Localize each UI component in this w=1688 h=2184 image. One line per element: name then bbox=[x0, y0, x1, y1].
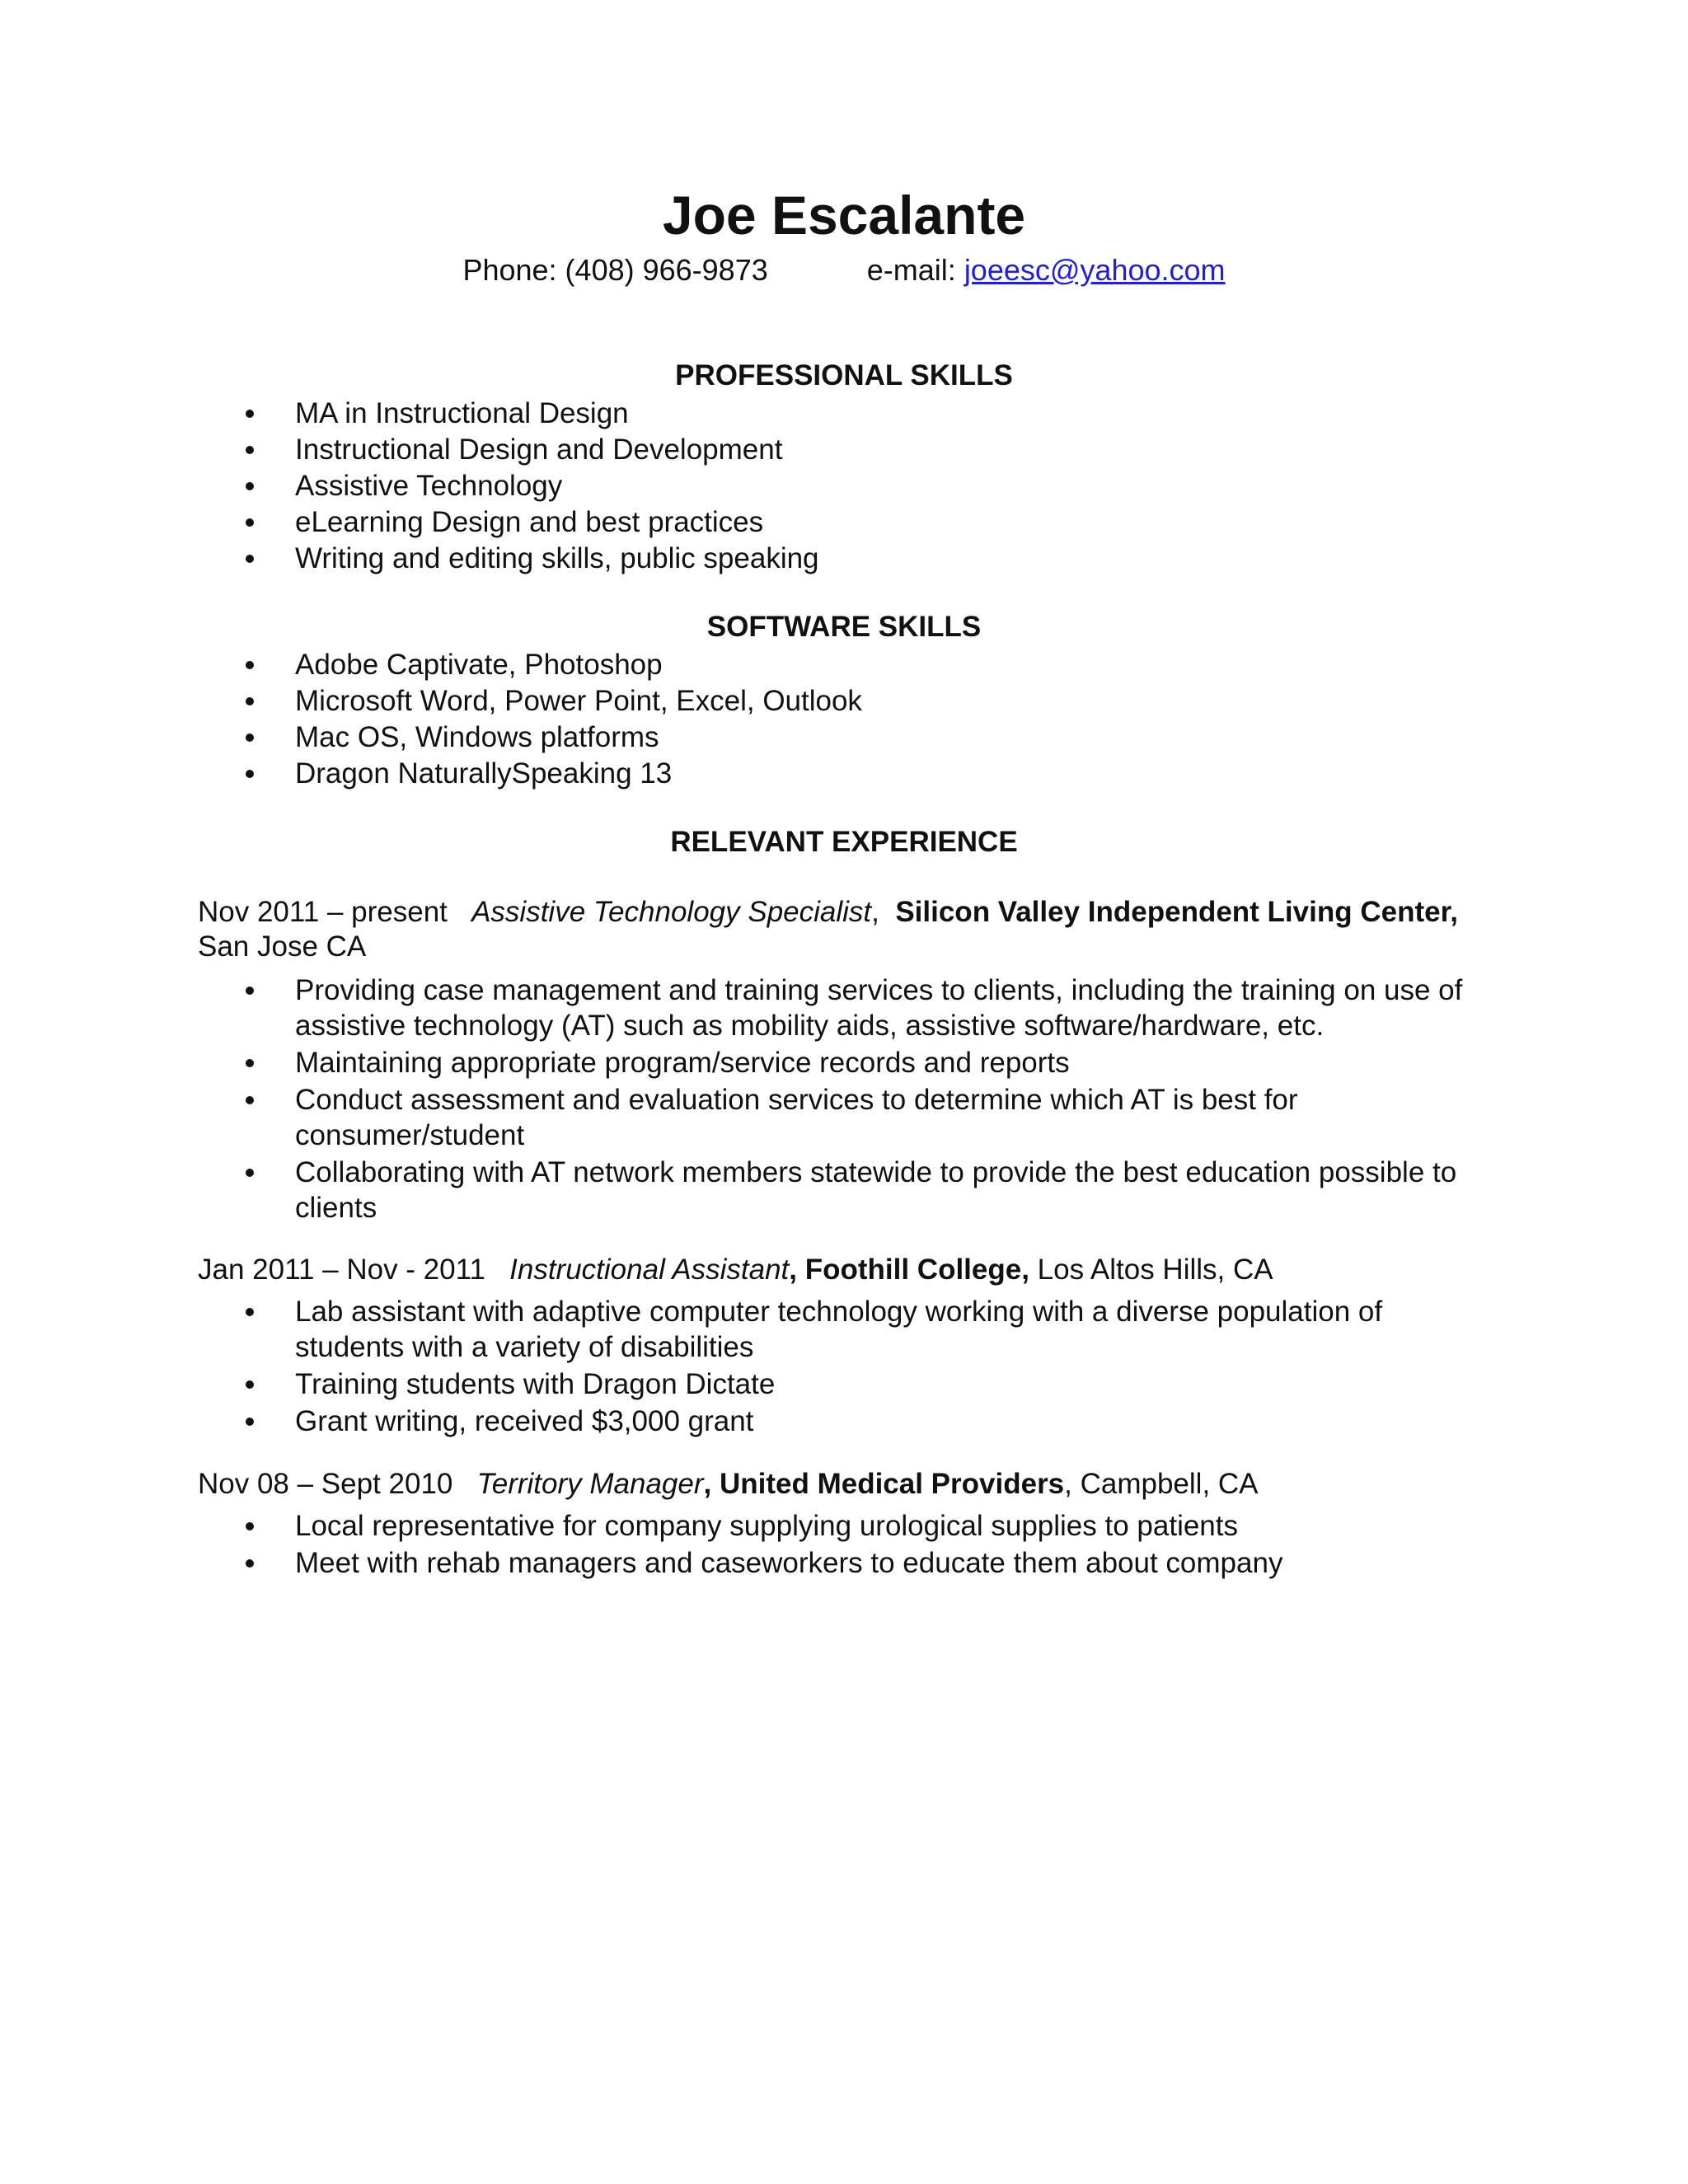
list-item: Local representative for company supplying urological supplies to patients bbox=[0, 1508, 1482, 1544]
list-item: Mac OS, Windows platforms bbox=[0, 719, 1482, 755]
job-header bbox=[198, 1253, 1484, 1287]
bullet-icon bbox=[246, 1169, 254, 1177]
software-skills-list bbox=[0, 647, 1482, 791]
job-duties-list bbox=[0, 1508, 1482, 1581]
bullet-icon bbox=[246, 555, 254, 563]
list-item: Lab assistant with adaptive computer technology working with a diverse population of students with a variety of disabilities bbox=[0, 1294, 1482, 1365]
bullet-icon bbox=[246, 697, 254, 705]
professional-skills-list bbox=[0, 396, 1482, 576]
list-item: MA in Instructional Design bbox=[0, 396, 1482, 431]
job-dates: Nov 2011 – present bbox=[198, 896, 448, 928]
job-location: Los Altos Hills, CA bbox=[1037, 1254, 1273, 1286]
contact-line bbox=[0, 255, 1688, 285]
bullet-icon bbox=[246, 1418, 254, 1426]
list-item: eLearning Design and best practices bbox=[0, 504, 1482, 540]
bullet-icon bbox=[246, 410, 254, 418]
list-item: Instructional Design and Development bbox=[0, 432, 1482, 467]
bullet-icon bbox=[246, 518, 254, 527]
bullet-icon bbox=[246, 733, 254, 742]
email-link[interactable]: joeesc@yahoo.com bbox=[964, 253, 1226, 287]
software-skills-heading: SOFTWARE SKILLS bbox=[706, 611, 982, 643]
bullet-icon bbox=[246, 1096, 254, 1104]
list-item: Collaborating with AT network members statewide to provide the best education possible to clients bbox=[0, 1155, 1482, 1226]
bullet-icon bbox=[246, 1559, 254, 1568]
list-item: Training students with Dragon Dictate bbox=[0, 1366, 1482, 1402]
phone-number: Phone: (408) 966-9873 bbox=[462, 253, 768, 287]
list-item: Writing and editing skills, public speaking bbox=[0, 541, 1482, 576]
bullet-icon bbox=[246, 1522, 254, 1530]
list-item: Conduct assessment and evaluation services to determine which AT is best for consumer/student bbox=[0, 1082, 1482, 1153]
job-separator: , bbox=[871, 896, 879, 928]
job-header bbox=[198, 895, 1484, 964]
list-item: Adobe Captivate, Photoshop bbox=[0, 647, 1482, 682]
bullet-icon bbox=[246, 661, 254, 669]
list-item: Providing case management and training services to clients, including the training on use of assistive technology (AT) such as mobility aids, assistive software/hardware, etc. bbox=[0, 972, 1482, 1043]
professional-skills-heading: PROFESSIONAL SKILLS bbox=[675, 359, 1013, 391]
list-item: Dragon NaturallySpeaking 13 bbox=[0, 756, 1482, 791]
bullet-icon bbox=[246, 1059, 254, 1067]
experience-heading: RELEVANT EXPERIENCE bbox=[670, 826, 1018, 858]
bullet-icon bbox=[246, 446, 254, 454]
job-title: Assistive Technology Specialist bbox=[471, 896, 872, 928]
job-duties-list bbox=[0, 972, 1482, 1226]
bullet-icon bbox=[246, 482, 254, 490]
job-organization: Silicon Valley Independent Living Center, bbox=[895, 896, 1458, 928]
job-location: San Jose CA bbox=[198, 930, 367, 963]
email-label: e-mail: bbox=[866, 253, 956, 287]
job-organization: , United Medical Providers bbox=[703, 1468, 1065, 1500]
list-item: Maintaining appropriate program/service records and reports bbox=[0, 1045, 1482, 1080]
list-item: Microsoft Word, Power Point, Excel, Outlook bbox=[0, 683, 1482, 719]
candidate-name: Joe Escalante bbox=[662, 185, 1026, 246]
job-dates: Jan 2011 – Nov - 2011 bbox=[198, 1254, 485, 1286]
job-title: Territory Manager bbox=[476, 1468, 704, 1500]
bullet-icon bbox=[246, 1308, 254, 1316]
list-item: Grant writing, received $3,000 grant bbox=[0, 1404, 1482, 1439]
job-duties-list bbox=[0, 1294, 1482, 1439]
list-item: Meet with rehab managers and caseworkers to educate them about company bbox=[0, 1545, 1482, 1581]
list-item: Assistive Technology bbox=[0, 468, 1482, 504]
job-header bbox=[198, 1467, 1484, 1502]
bullet-icon bbox=[246, 770, 254, 778]
job-organization: , Foothill College, bbox=[789, 1254, 1029, 1286]
bullet-icon bbox=[246, 987, 254, 995]
job-title: Instructional Assistant bbox=[509, 1254, 790, 1286]
bullet-icon bbox=[246, 1380, 254, 1389]
job-location: , Campbell, CA bbox=[1064, 1468, 1259, 1500]
job-dates: Nov 08 – Sept 2010 bbox=[198, 1468, 453, 1500]
